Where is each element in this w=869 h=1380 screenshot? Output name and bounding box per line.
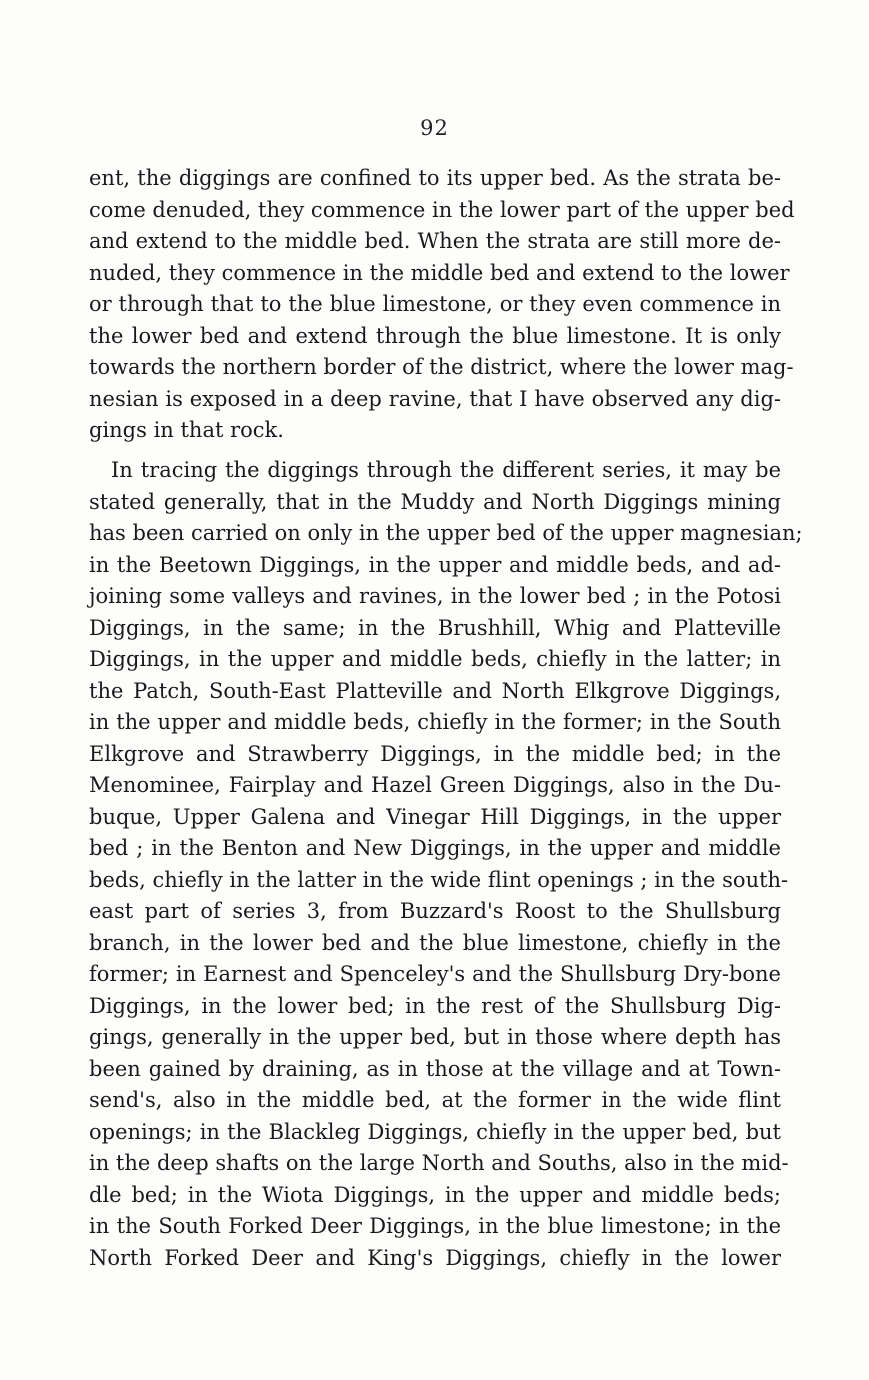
text-line: beds, chiefly in the latter in the wide flint openings ; in the south-	[89, 867, 789, 892]
text-line: the Patch, South-East Platteville and North Elkgrove Diggings,	[89, 678, 781, 703]
text-line: has been carried on only in the upper bed of the upper magnesian;	[89, 521, 803, 545]
text-line: Diggings, in the lower bed; in the rest of the Shullsburg Dig-	[89, 993, 781, 1018]
paragraph-2	[89, 455, 803, 1274]
text-line: North Forked Deer and King's Diggings, chiefly in the lower	[89, 1245, 781, 1270]
text-line: bed ; in the Benton and New Diggings, in the upper and middle	[89, 836, 781, 860]
text-line: ent, the diggings are confined to its upper bed. As the strata be-	[89, 166, 781, 190]
text-line: in the South Forked Deer Diggings, in the blue limestone; in the	[89, 1214, 781, 1238]
text-line: former; in Earnest and Spenceley's and the Shullsburg Dry-bone	[89, 962, 781, 986]
text-line: send's, also in the middle bed, at the former in the wide flint	[89, 1088, 781, 1112]
text-line: branch, in the lower bed and the blue limestone, chiefly in the	[89, 930, 781, 955]
text-line: joining some valleys and ravines, in the lower bed ; in the Potosi	[89, 584, 781, 608]
text-line: openings; in the Blackleg Diggings, chiefly in the upper bed, but	[89, 1119, 781, 1144]
text-line: in the deep shafts on the large North and Souths, also in the mid-	[89, 1151, 789, 1175]
text-line: and extend to the middle bed. When the strata are still more de-	[89, 229, 781, 253]
text-line: in the upper and middle beds, chiefly in the former; in the South	[89, 710, 781, 734]
page-number: 92	[420, 116, 449, 140]
text-line: In tracing the diggings through the different series, it may be	[111, 458, 781, 482]
text-line: in the Beetown Diggings, in the upper and middle beds, and ad-	[89, 552, 781, 577]
text-line: gings in that rock.	[89, 418, 284, 442]
text-line: the lower bed and extend through the blue limestone. It is only	[89, 323, 781, 348]
text-line: nesian is exposed in a deep ravine, that I have observed any dig-	[89, 386, 781, 411]
text-line: dle bed; in the Wiota Diggings, in the upper and middle beds;	[89, 1182, 781, 1207]
text-line: Menominee, Fairplay and Hazel Green Diggings, also in the Du-	[89, 773, 781, 797]
text-line: come denuded, they commence in the lower part of the upper bed	[89, 197, 795, 222]
text-line: buque, Upper Galena and Vinegar Hill Diggings, in the upper	[89, 804, 781, 829]
text-line: Diggings, in the upper and middle beds, chiefly in the latter; in	[89, 647, 781, 671]
text-line: been gained by draining, as in those at the village and at Town-	[89, 1056, 781, 1081]
text-line: east part of series 3, from Buzzard's Roost to the Shullsburg	[89, 899, 781, 923]
text-line: towards the northern border of the district, where the lower mag-	[89, 355, 794, 379]
text-line: or through that to the blue limestone, or they even commence in	[89, 292, 781, 316]
text-line: stated generally, that in the Muddy and North Diggings mining	[89, 489, 781, 514]
text-line: nuded, they commence in the middle bed and extend to the lower	[89, 260, 790, 285]
text-line: Elkgrove and Strawberry Diggings, in the middle bed; in the	[89, 741, 781, 766]
text-line: Diggings, in the same; in the Brushhill, Whig and Platteville	[89, 615, 781, 640]
paragraph-1	[89, 163, 795, 447]
text-line: gings, generally in the upper bed, but in those where depth has	[89, 1025, 781, 1049]
